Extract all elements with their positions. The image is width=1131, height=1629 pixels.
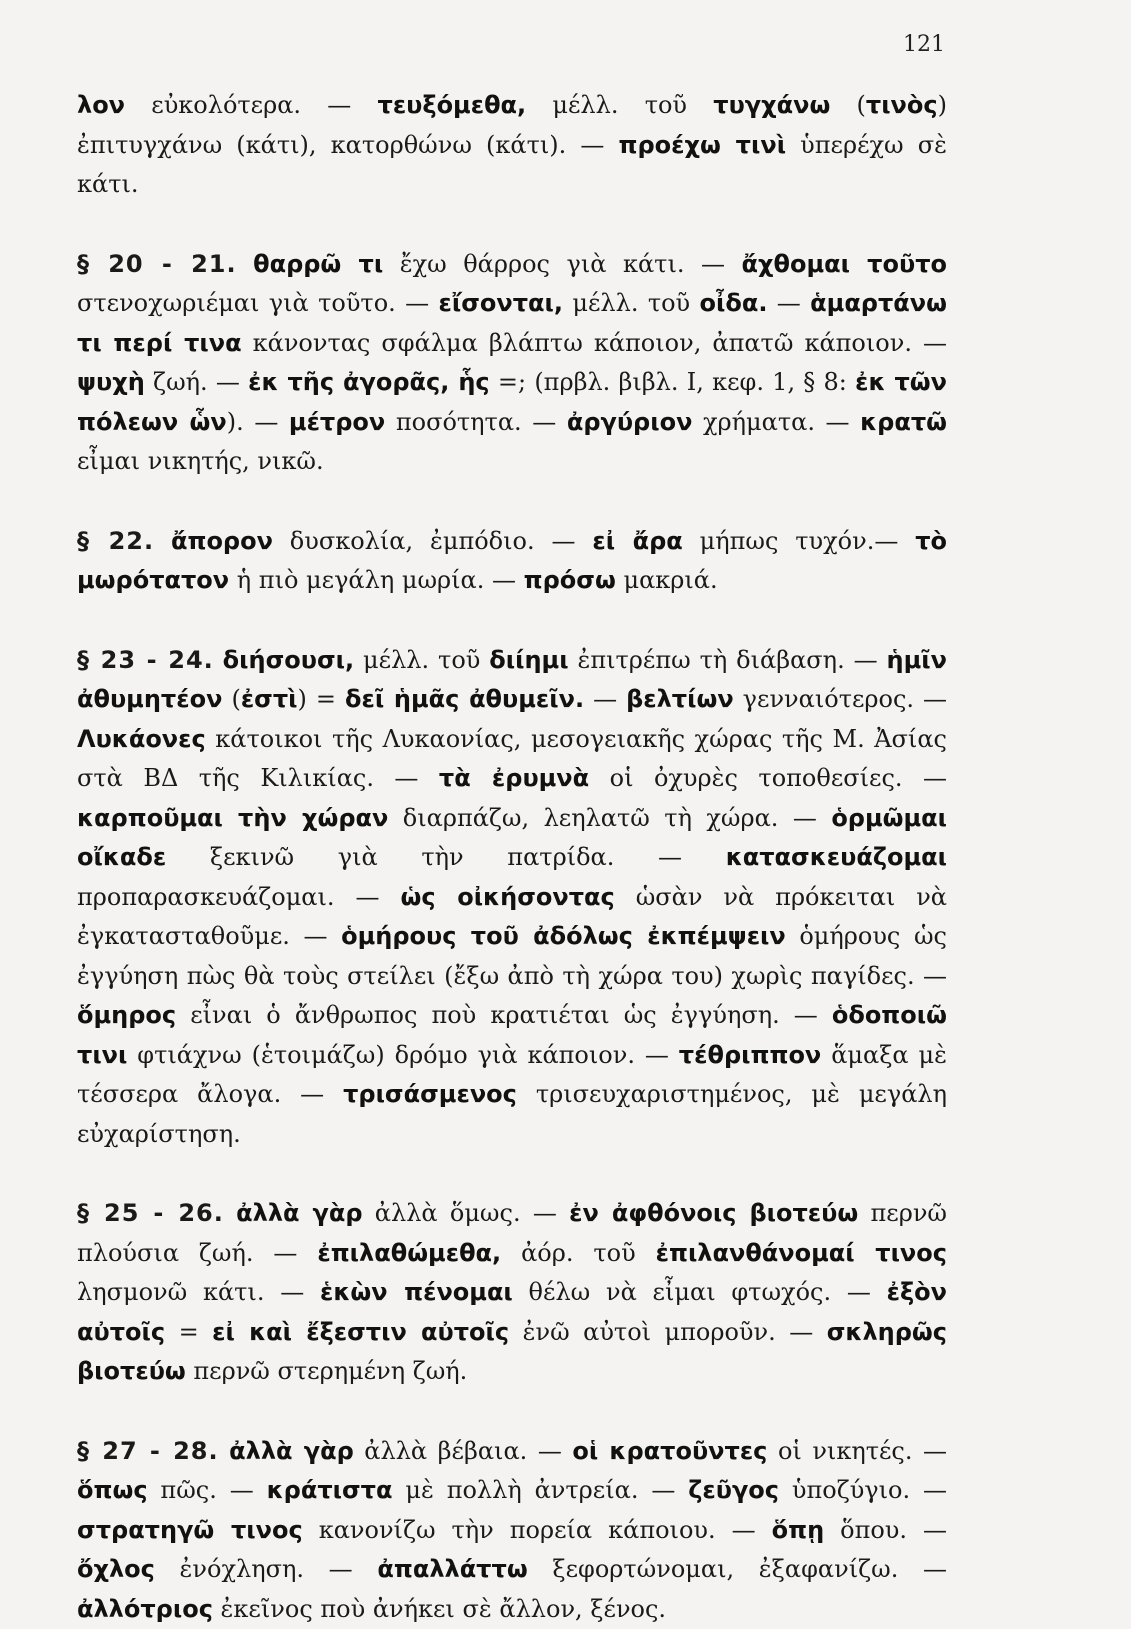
headword: στρατηγῶ τινος [77, 1516, 303, 1544]
headword: ἐπιλανθάνομαί τινος [656, 1239, 947, 1267]
gloss-text: ἐπιτρέπω τὴ διάβαση. — [569, 646, 887, 674]
gloss-text: ὑποζύγιο. — [779, 1476, 947, 1504]
headword: ἡμῖν ἀθυμητέον [77, 646, 947, 714]
glossary-paragraph [77, 522, 947, 601]
gloss-text: ξεκινῶ γιὰ τὴν πατρίδα. — [166, 843, 725, 871]
gloss-text: κάνοντας σφάλμα βλάπτω κάποιον, ἀπατῶ κάποιον. — [242, 329, 947, 357]
headword: εἰ ἄρα [592, 527, 682, 555]
gloss-text: ζωή. — [145, 368, 248, 396]
headword: ἐν ἀφθόνοις βιοτεύω [569, 1199, 858, 1227]
headword: εἴσονται, [439, 289, 564, 317]
gloss-text: ). — [227, 408, 289, 436]
headword: τρισάσμενος [343, 1080, 517, 1108]
gloss-text: ξεφορτώνομαι, ἐξαφανίζω. — [528, 1555, 947, 1583]
gloss-text: προπαρασκευάζομαι. — [77, 883, 400, 911]
gloss-text: διαρπάζω, λεηλατῶ τὴ χώρα. — [388, 804, 831, 832]
gloss-text [219, 1437, 230, 1465]
headword: δεῖ ἡμᾶς ἀθυμεῖν. [345, 685, 584, 713]
headword: βελτίων [626, 685, 734, 713]
headword: ἄχθομαι τοῦτο [742, 250, 948, 278]
gloss-text: μακριά. [616, 566, 718, 594]
gloss-text: οἱ νικητές. — [767, 1437, 947, 1465]
headword: ἁμαρτάνω τι περί τινα [77, 289, 947, 357]
headword: ἀλλὰ γὰρ [236, 1199, 362, 1227]
gloss-text: ὑπερέχω σὲ κάτι. [77, 131, 947, 199]
glossary-paragraph [77, 1194, 947, 1392]
gloss-text: — [584, 685, 626, 713]
gloss-text: ἐκεῖνος ποὺ ἀνήκει σὲ ἄλλον, ξένος. [213, 1595, 666, 1623]
headword: ἑκὼν πένομαι [320, 1278, 513, 1306]
glossary-paragraph [77, 1432, 947, 1629]
gloss-text: ἅμαξα μὲ τέσσερα ἄλογα. — [77, 1041, 947, 1109]
gloss-text: κάτοικοι τῆς Λυκαονίας, μεσογειακῆς χώρας τῆς Μ. Ἀσίας στὰ ΒΔ τῆς Κιλικίας. — [77, 725, 947, 793]
gloss-text: =; (πρβλ. βιβλ. I, κεφ. 1, § 8: [490, 368, 855, 396]
page-number: 121 [903, 32, 945, 57]
gloss-text: ) = [298, 685, 345, 713]
gloss-text: λησμονῶ κάτι. — [77, 1278, 320, 1306]
gloss-text: ἐνόχληση. — [155, 1555, 377, 1583]
gloss-text: εὐκολότερα. — [125, 91, 377, 119]
headword: κατασκευάζομαι [726, 843, 947, 871]
gloss-text: ἡ πιὸ μεγάλη μωρία. — [229, 566, 523, 594]
section-number: § 23 - 24. [77, 646, 214, 674]
headword: τυγχάνω [713, 91, 830, 119]
headword: ἄπορον [171, 527, 273, 555]
headword: διήσουσι, [223, 646, 354, 674]
gloss-text: ποσότητα. — [385, 408, 567, 436]
headword: ὁδοποιῶ τινι [77, 1001, 947, 1069]
section-number: § 27 - 28. [77, 1437, 219, 1465]
headword: λον [77, 91, 125, 119]
headword: ἐκ τῶν πόλεων ὧν [77, 368, 947, 436]
gloss-text: χρήματα. — [692, 408, 860, 436]
gloss-text: ἐνῶ αὐτοὶ μποροῦν. — [509, 1318, 827, 1346]
headword: πρόσω [524, 566, 616, 594]
headword: διίημι [489, 646, 568, 674]
gloss-text: μέλλ. τοῦ [526, 91, 713, 119]
gloss-text [214, 646, 223, 674]
gloss-text: εἶμαι νικητής, νικῶ. [77, 447, 324, 475]
headword: οἱ κρατοῦντες [572, 1437, 767, 1465]
headword: ἐστὶ [241, 685, 298, 713]
gloss-text: ἔχω θάρρος γιὰ κάτι. — [383, 250, 741, 278]
headword: τευξόμεθα, [378, 91, 527, 119]
headword: θαρρῶ τι [253, 250, 383, 278]
headword: ζεῦγος [688, 1476, 779, 1504]
gloss-text: γενναιότερος. — [734, 685, 947, 713]
headword: τὸ μωρότατον [77, 527, 947, 595]
gloss-text: ( [830, 91, 866, 119]
glossary-paragraph [77, 641, 947, 1155]
gloss-text: μὲ πολλὴ ἀντρεία. — [392, 1476, 688, 1504]
gloss-text: περνῶ πλούσια ζωή. — [77, 1199, 947, 1267]
headword: κράτιστα [267, 1476, 393, 1504]
gloss-text: εἶναι ὁ ἄνθρωπος ποὺ κρατιέται ὡς ἐγγύηση. — [176, 1001, 832, 1029]
gloss-text: = [165, 1318, 212, 1346]
section-number: § 25 - 26. [77, 1199, 224, 1227]
gloss-text: μήπως τυχόν.— [683, 527, 915, 555]
headword: Λυκάονες [77, 725, 206, 753]
headword: ψυχὴ [77, 368, 145, 396]
gloss-text: ἀλλὰ ὅμως. — [363, 1199, 570, 1227]
headword: ὅμηρος [77, 1001, 176, 1029]
headword: τινὸς [866, 91, 938, 119]
headword: ἐκ τῆς ἀγορᾶς, ἧς [248, 368, 490, 396]
gloss-text [224, 1199, 236, 1227]
gloss-text: ἀλλὰ βέβαια. — [354, 1437, 573, 1465]
gloss-text: ὁμήρους ὡς ἐγγύηση πὼς θὰ τοὺς στείλει (ἔξω ἀπὸ τὴ χώρα του) χωρὶς παγίδες. — [77, 922, 947, 990]
headword: ἐξὸν αὐτοῖς [77, 1278, 947, 1346]
section-number: § 20 - 21. [77, 250, 237, 278]
gloss-text: δυσκολία, ἐμπόδιο. — [273, 527, 592, 555]
gloss-text: ἀόρ. τοῦ [501, 1239, 655, 1267]
headword: καρποῦμαι τὴν χώραν [77, 804, 388, 832]
headword: ἀλλότριος [77, 1595, 213, 1623]
headword: ἀλλὰ γὰρ [229, 1437, 354, 1465]
headword: ὁμήρους τοῦ ἀδόλως ἐκπέμψειν [341, 922, 786, 950]
section-number: § 22. [77, 527, 154, 555]
headword: τὰ ἐρυμνὰ [439, 764, 589, 792]
headword: ὄχλος [77, 1555, 155, 1583]
gloss-text: περνῶ στερημένη ζωή. [186, 1357, 468, 1385]
gloss-text: μέλλ. τοῦ [563, 289, 699, 317]
headword: προέχω τινὶ [618, 131, 786, 159]
gloss-text: κανονίζω τὴν πορεία κάποιου. — [303, 1516, 772, 1544]
glossary-paragraph [77, 245, 947, 482]
gloss-text [237, 250, 254, 278]
gloss-text: φτιάχνω (ἑτοιμάζω) δρόμο γιὰ κάποιον. — [127, 1041, 678, 1069]
gloss-text: μέλλ. τοῦ [354, 646, 489, 674]
gloss-text: οἱ ὀχυρὲς τοποθεσίες. — [589, 764, 947, 792]
glossary-paragraph [77, 86, 947, 205]
headword: οἶδα. [700, 289, 768, 317]
headword: σκληρῶς βιοτεύω [77, 1318, 947, 1386]
headword: τέθριππον [679, 1041, 822, 1069]
glossary-text [77, 86, 947, 1629]
gloss-text [154, 527, 171, 555]
headword: ὅπῃ [772, 1516, 825, 1544]
headword: κρατῶ [860, 408, 947, 436]
headword: ὡς οἰκήσοντας [400, 883, 614, 911]
gloss-text: ) ἐπιτυγχάνω (κάτι), κατορθώνω (κάτι). — [77, 91, 947, 159]
gloss-text: στενοχωριέμαι γιὰ τοῦτο. — [77, 289, 439, 317]
headword: ἀργύριον [567, 408, 693, 436]
gloss-text: πῶς. — [148, 1476, 267, 1504]
headword: ὅπως [77, 1476, 148, 1504]
gloss-text: ὅπου. — [824, 1516, 947, 1544]
gloss-text: — [767, 289, 810, 317]
headword: ὁρμῶμαι οἴκαδε [77, 804, 947, 872]
gloss-text: θέλω νὰ εἶμαι φτωχός. — [513, 1278, 887, 1306]
headword: εἰ καὶ ἔξεστιν αὐτοῖς [212, 1318, 509, 1346]
headword: ἀπαλλάττω [377, 1555, 527, 1583]
headword: μέτρον [289, 408, 385, 436]
gloss-text: ὡσὰν νὰ πρόκειται νὰ ἐγκατασταθοῦμε. — [77, 883, 947, 951]
headword: ἐπιλαθώμεθα, [317, 1239, 501, 1267]
gloss-text: ( [222, 685, 240, 713]
gloss-text: τρισευχαριστημένος, μὲ μεγάλη εὐχαρίστηση. [77, 1080, 947, 1148]
